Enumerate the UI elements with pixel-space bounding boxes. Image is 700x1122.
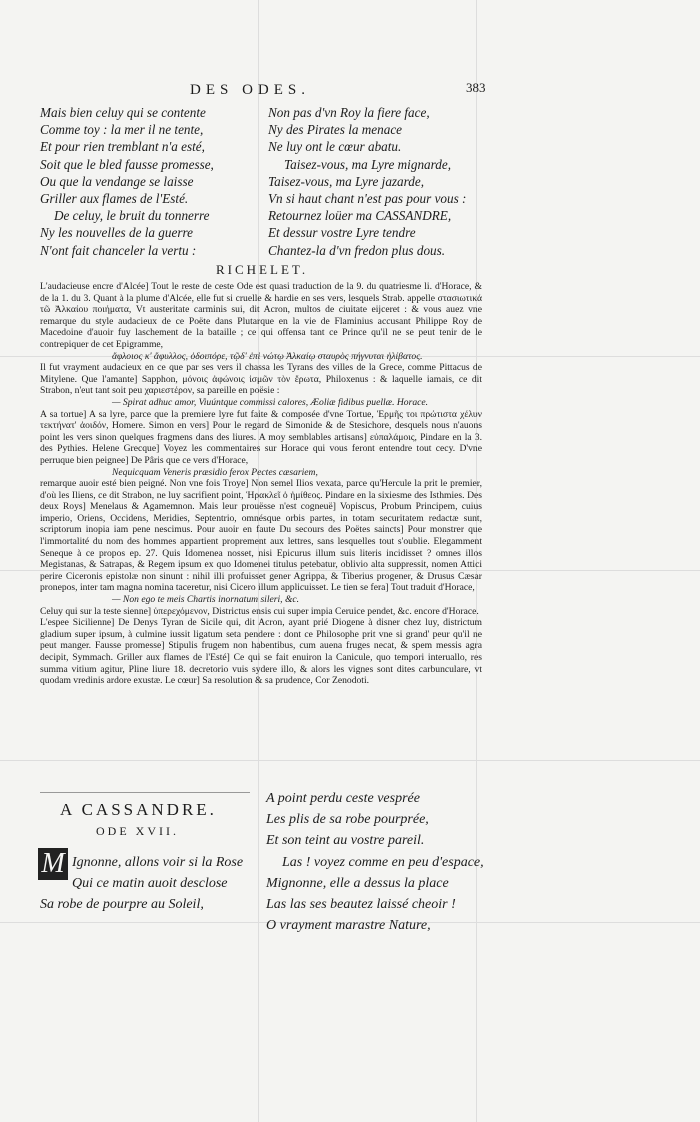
drop-cap: M (38, 848, 68, 880)
verse-line: Et pour rien tremblant n'a esté, (40, 139, 205, 155)
stanza-right (268, 104, 466, 259)
verse-line: Ignonne, allons voir si la Rose (72, 855, 244, 870)
verse-line: Griller aux flames de l'Esté. (40, 191, 189, 207)
verse-line: Las las ses beautez laissé cheoir ! (266, 897, 456, 913)
verse-line: Et dessur vostre Lyre tendre (268, 225, 416, 241)
verse-line: A point perdu ceste vesprée (266, 791, 420, 806)
verse-line: Mignonne, elle a dessus la place (266, 875, 449, 891)
verse-line: Las ! voyez comme en peu d'espace, (282, 854, 484, 870)
commentary-paragraph: Il fut vrayment audacieux en ce que par ses vers il chassa les Tyrans des villes de la Grece, comme Pittacus de Mitylene. Que l'amante] Sapphon, μόνοις ἀφώνοις ἰσμῶν τὸν ἔρωτα, Philoxenus : & laquelle iamais, ce dit Strabon, n'eut tant soit peu χαριεστέρον, sa pareille en poësie : (40, 362, 482, 397)
verse-line: Non pas d'vn Roy la fiere face, (268, 105, 430, 120)
commentary-paragraph: L'espee Sicilienne] De Denys Tyran de Sicile qui, dit Acron, ayant prié Diogene à disner chez luy, districtum gladium super ipsum, à culmine iussit ligatum seta pendere : dont ce Philosophe prit vne si grand' peur qu'il ne peut manger. Fausse promesse] Stipulis frugem non habentibus, cum auena fruges necat, & spem messis agra decipit, Symmach. Griller aux flames de l'Esté] Ce qui se fait enuiron la Canicule, quo tempori interuallo, res summa vitium agitur, Pline liure 18. decretorio vuis sydere illo, & alors les vignes sont dites carbunculare, vt quodam vredinis ardore exustæ. Le cœur] Sa resolution & sa prudence, Cor Zenodoti. (40, 617, 482, 687)
verse-line: De celuy, le bruit du tonnerre (54, 208, 210, 224)
running-head: DES ODES. (190, 82, 311, 98)
verse-line: N'ont fait chanceler la vertu : (40, 242, 197, 258)
scan-grid-line (0, 760, 700, 761)
commentary-quote: ἄφλοιος κ' ἄφυλλος, ὁδοιπόρε, τῷδ' ἐπὶ νώτῳ Ἀλκαίῳ σταυρὸς πήγνυται ἠλίβατος. (112, 350, 423, 362)
commentary-paragraph: Celuy qui sur la teste sienne] ὑπερεχόμενον, Districtus ensis cui super impia Ceruice pendet, &c. encore d'Horace. (40, 605, 479, 617)
verse-line: Retournez loüer ma CASSANDRE, (268, 208, 452, 224)
verse-line: Mais bien celuy qui se contente (40, 105, 206, 120)
commentary-paragraph: remarque auoir esté bien peigné. Non vne fois Troye] Non semel Ilios vexata, parce qu'Hercule la prit le premier, d'où les Iliens, ce dit Strabon, ne luy sacrifient point, Ἡρακλεῖ ὁ ἠμίθεος. Pindare en la sixiesme des Isthmies. Des deux Roys] Menelaus & Agamemnon. Mais leur prouësse n'est cogneuë] Vopiscus, Probum Principem, cuius imperio, Oriens, Occidens, Meridies, Septentrio, omnésque orbis partes, in totam securitatem redactæ sunt, scriptorum inopia iam pene nescimus. Pour auoir en faute Du secours des Poëtes saincts] Pour monstrer que l'immortalité du nom des hommes appartient proprement aux lettres, sans lesquelles tout s'oublie. Elegamment Seneque à ce propos ep. 27. Quis Idomenea nosset, nisi Epicurus illum suis literis incidisset ? omnes illos Megistanas, & Satrapas, & Regem ipsum ex quo Idomenei titulus petebatur, oblivio alta suppressit, nomen Attici perire Ciceronis epistolæ non sinunt : nihil illi profuisset gener Agrippa, & Tiberius progener, & Drusus Cæsar pronepos, inter tam magna nomina taceretur, nisi Cicero illum applicuisset. Le tien se fera] Tout traduit d'Horace, (40, 478, 482, 594)
verse-line: Ny des Pirates la menace (268, 122, 403, 138)
ode-stanza-left (72, 852, 243, 894)
stanza-left (40, 104, 214, 259)
ode-stanza-right (266, 788, 484, 936)
ode-number: ODE XVII. (96, 824, 179, 838)
verse-line: Comme toy : la mer il ne tente, (40, 122, 204, 138)
commentary-heading: RICHELET. (216, 262, 309, 277)
ode-separator-rule (40, 792, 250, 793)
verse-line: Sa robe de pourpre au Soleil, (40, 897, 204, 912)
commentary-paragraph: A sa tortue] A sa lyre, parce que la premiere lyre fut faite & composée d'vne Tortue, Ἑρμῆς τοι πρώτιστα χέλυν τεκτήνατ' ἀοιδόν, Homere. Simon en vers] Pour le regard de Simonide & de Stesichore, desquels nous n'auons point les vers sinon quelques fragmens dans des liures. A moy semblables artisans] εὐπαλάμοις, Pindare en la 3. des Pythies. Helene Grecque] Voyez les commentaires sur Horace qui vous feront entendre tout cecy. D'vne perruque bien peignee] De Pâris que ce vers d'Horace, (40, 408, 482, 466)
ode-title: A CASSANDRE. (60, 800, 217, 819)
verse-line: Ou que la vendange se laisse (40, 173, 194, 189)
verse-line: Ny les nouvelles de la guerre (40, 225, 193, 241)
commentary-body (40, 281, 482, 687)
commentary-quote: Nequicquam Veneris præsidio ferox Pectes cæsariem, (112, 466, 318, 478)
page-number: 383 (466, 80, 486, 95)
verse-line: Et son teint au vostre pareil. (266, 833, 425, 849)
commentary-quote: — Spirat adhuc amor, Viuúntque commissi calores, Æoliæ fidibus puellæ. Horace. (112, 396, 429, 408)
commentary-quote: — Non ego te meis Chartis inornatum sileri, &c. (112, 594, 300, 606)
verse-line: Qui ce matin auoit desclose (72, 876, 228, 891)
verse-line: Soit que le bled fausse promesse, (40, 156, 214, 172)
verse-line: O vrayment marastre Nature, (266, 918, 431, 934)
ode-stanza-left-end (40, 894, 204, 915)
verse-line: Ne luy ont le cœur abatu. (268, 139, 402, 155)
verse-line: Chantez-la d'vn fredon plus dous. (268, 242, 446, 258)
verse-line: Vn si haut chant n'est pas pour vous : (268, 191, 467, 207)
verse-line: Les plis de sa robe pourprée, (266, 812, 429, 828)
commentary-paragraph: L'audacieuse encre d'Alcée] Tout le reste de ceste Ode est quasi traduction de la 9. du quatriesme li. d'Horace, & de la 1. du 3. Quant à la plume d'Alcée, elle fut si cruelle & hardie en ses vers, lesquels Strab. appelle στασιωτικά τῶ Ἀλκαίου ποιήματα, Vt austeritate carminis sui, dit Acron, multos de ciuitate eijceret : & vous auez vne remarque du style audacieux de ce Poëte dans Plutarque en la vie de Flaminius accusant Philippe Roy de Macedoine d'auoir fuy laschement de la bataille ; ce qui offensa tant ce Prince qu'il ne se peut tenir de le contrepiquer de cet Epigramme, (40, 281, 482, 350)
verse-line: Taisez-vous, ma Lyre mignarde, (284, 156, 452, 172)
verse-line: Taisez-vous, ma Lyre jazarde, (268, 173, 425, 189)
